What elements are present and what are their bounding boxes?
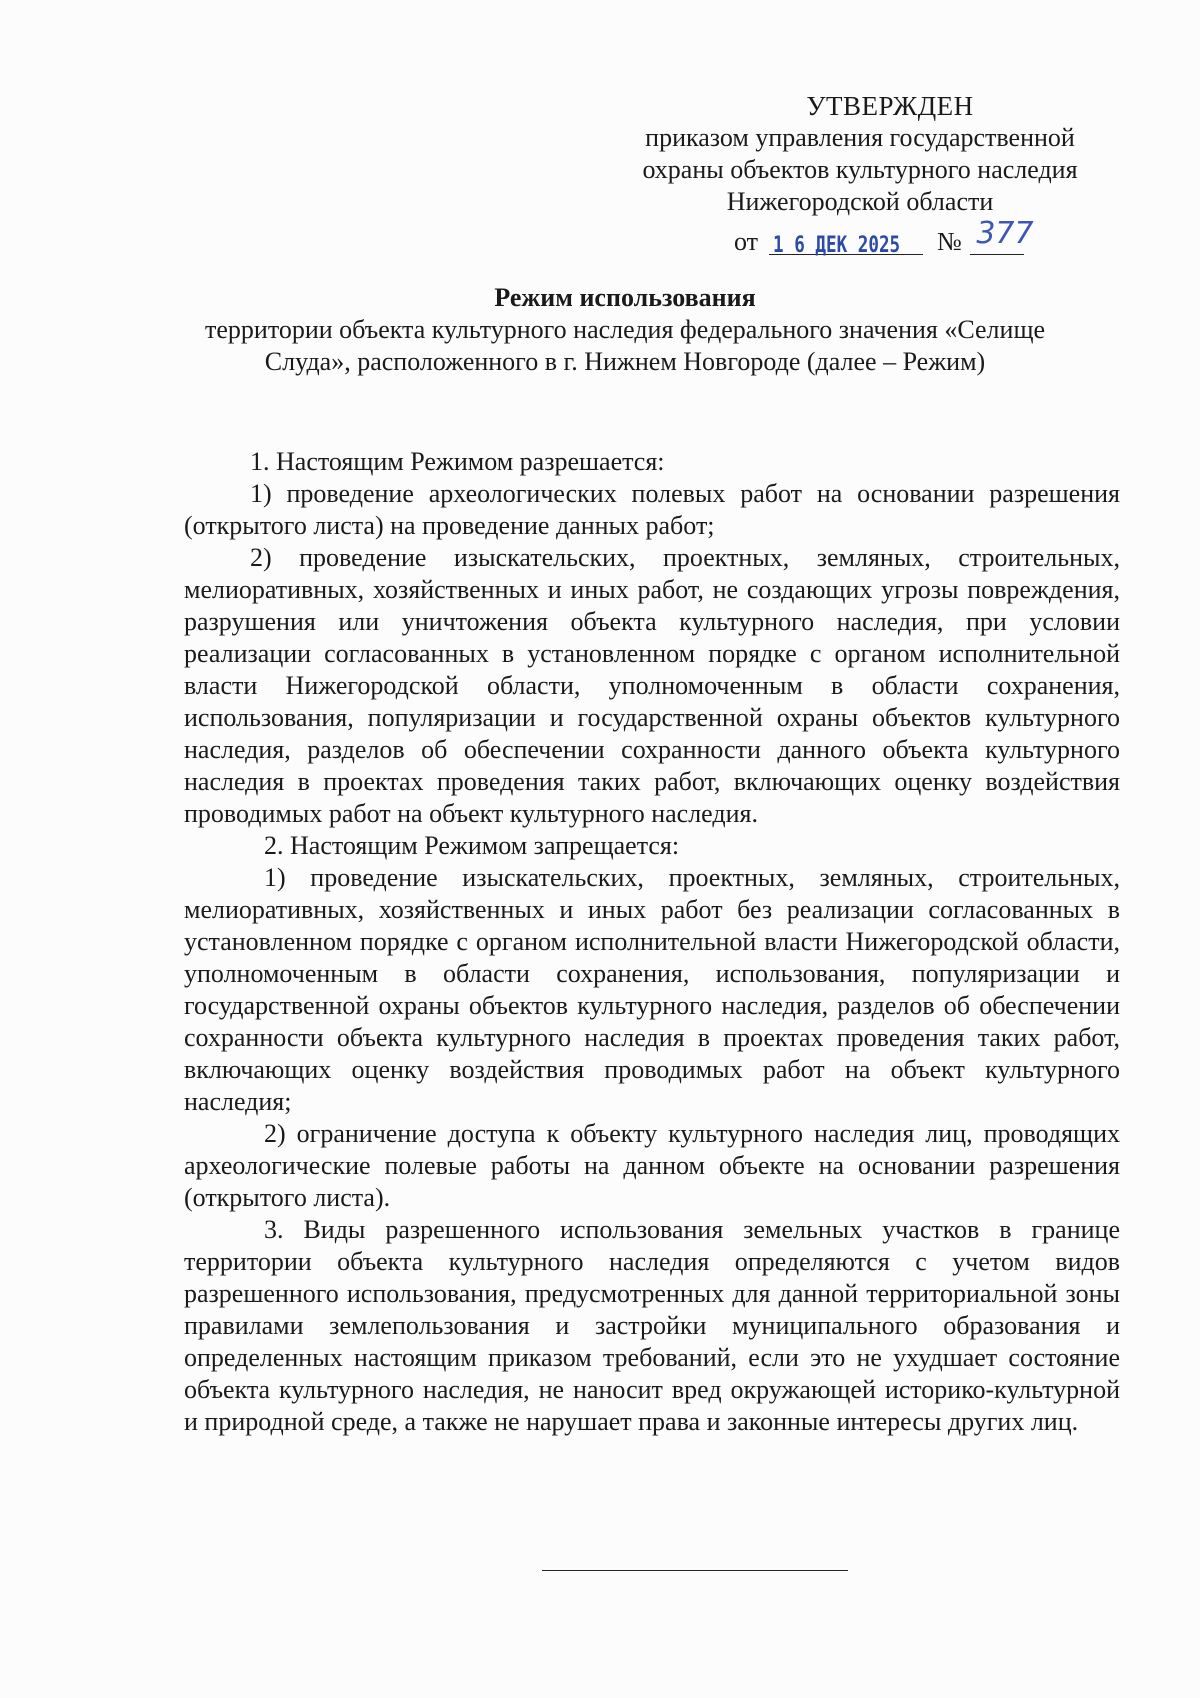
approval-line-3: Нижегородской области [726,187,994,216]
document-body [184,446,1120,1438]
date-underline [769,224,923,258]
approved-label: УТВЕРЖДЕН [806,91,974,121]
end-divider-line [542,1570,848,1571]
approval-line-2: охраны объектов культурного наследия [642,155,1078,184]
date-stamp: 1 6 ДЕК 2025 [772,233,900,258]
section-1-heading: 1. Настоящим Режимом разрешается: [250,447,665,476]
handwritten-number: 377 [976,216,1034,251]
section-3-text: 3. Виды разрешенного использования земельных участков в границе территории объекта культурного наследия определяются с учетом видов разрешенного использования, предусмотренных для данной территориальной зоны правилами землепользования и застройки муниципального образования и определенных настоящим приказом требований, если это не ухудшает состояние объекта культурного наследия, не наносит вред окружающей историко-культурной и природной среде, а также не нарушает права и законные интересы других лиц. [184,1215,1120,1436]
approval-block [600,90,1120,218]
document-title: Режим использования [494,283,756,312]
section-1-item-2: 2) проведение изыскательских, проектных, земляных, строительных, мелиоративных, хозяйственных и иных работ, не создающих угрозы повреждения, разрушения или уничтожения объекта культурного наследия, при условии реализации согласованных в установленном порядке с органом исполнительной власти Нижегородской области, уполномоченным в области сохранения, использования, популяризации и государственной охраны объектов культурного наследия, разделов об обеспечении сохранности данного объекта культурного наследия в проектах проведения таких работ, включающих оценку воздействия проводимых работ на объект культурного наследия. [184,543,1120,828]
number-sign: № [937,227,962,256]
section-2-heading: 2. Настоящим Режимом запрещается: [264,831,680,860]
section-1-item-1: 1) проведение археологических полевых работ на основании разрешения (открытого листа) на проведение данных работ; [184,479,1120,540]
section-2-item-1: 1) проведение изыскательских, проектных, земляных, строительных, мелиоративных, хозяйственных и иных работ без реализации согласованных в установленном порядке с органом исполнительной власти Нижегородской области, уполномоченным в области сохранения, использования, популяризации и государственной охраны объектов культурного наследия, разделов об обеспечении сохранности объекта культурного наследия в проектах проведения таких работ, включающих оценку воздействия проводимых работ на объект культурного наследия; [184,863,1120,1116]
document-subtitle: территории объекта культурного наследия федерального значения «Селище Слуда», расположенного в г. Нижнем Новгороде (далее – Режим) [205,315,1045,376]
section-2-item-2: 2) ограничение доступа к объекту культурного наследия лиц, проводящих археологические полевые работы на данном объекте на основании разрешения (открытого листа). [184,1119,1120,1212]
order-date-number [734,216,1034,260]
document-title-block [180,282,1070,378]
approval-line-1: приказом управления государственной [645,123,1075,152]
date-prefix: от [734,227,759,256]
number-underline [970,216,1034,255]
